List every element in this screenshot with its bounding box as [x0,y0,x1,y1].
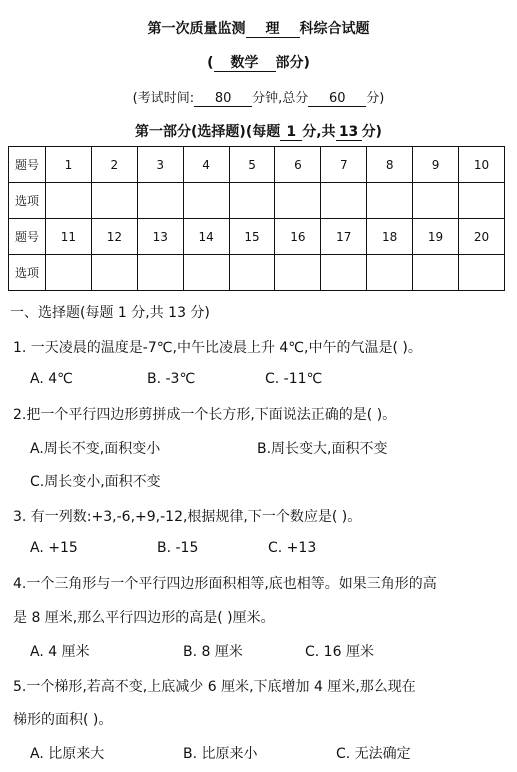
question-5-option-b[interactable]: B. 比原来小 [183,746,258,762]
score-label: 分钟,总分 [252,91,309,106]
question-number-row [9,219,505,255]
answer-cell[interactable] [275,183,321,219]
question-number-cell: 10 [459,147,505,183]
question-number-cell: 7 [321,147,367,183]
question-3-option-a[interactable]: A. +15 [30,540,78,556]
answer-cell[interactable] [46,183,92,219]
part-prefix: 第一部分(选择题)(每题 [135,124,281,140]
question-4-text: 4.一个三角形与一个平行四边形面积相等,底也相等。如果三角形的高 [13,576,437,592]
answer-cell[interactable] [321,255,367,291]
answer-cell[interactable] [367,255,413,291]
question-number-cell: 17 [321,219,367,255]
question-3-text: 3. 有一列数:+3,-6,+9,-12,根据规律,下一个数应是( )。 [13,509,362,525]
question-number-cell: 15 [229,219,275,255]
answer-cell[interactable] [413,183,459,219]
row-label: 选项 [9,255,46,291]
part-suffix: 分) [361,124,382,140]
exam-time-info [0,87,517,107]
question-number-cell: 14 [183,219,229,255]
question-number-row [9,147,505,183]
answer-cell[interactable] [137,255,183,291]
subtitle-subject-blank: 数学 [214,56,276,72]
question-number-cell: 9 [413,147,459,183]
question-number-cell: 19 [413,219,459,255]
question-number-cell: 4 [183,147,229,183]
question-number-cell: 11 [46,219,92,255]
answer-row [9,183,505,219]
answer-cell[interactable] [413,255,459,291]
question-2-option-c[interactable]: C.周长变小,面积不变 [30,474,161,490]
answer-cell[interactable] [229,255,275,291]
question-3-option-c[interactable]: C. +13 [268,540,317,556]
question-number-cell: 8 [367,147,413,183]
question-number-cell: 16 [275,219,321,255]
answer-cell[interactable] [183,255,229,291]
answer-cell[interactable] [459,255,505,291]
question-1-option-b[interactable]: B. -3℃ [147,371,196,387]
answer-cell[interactable] [229,183,275,219]
question-number-cell: 18 [367,219,413,255]
row-label: 选项 [9,183,46,219]
answer-cell[interactable] [183,183,229,219]
question-4-option-a[interactable]: A. 4 厘米 [30,644,90,660]
question-5-option-c[interactable]: C. 无法确定 [336,746,411,762]
answer-cell[interactable] [137,183,183,219]
question-5-option-a[interactable]: A. 比原来大 [30,746,105,762]
question-number-cell: 1 [46,147,92,183]
subtitle-open: ( [207,55,214,71]
total-score: 13 [336,125,362,141]
question-number-cell: 2 [91,147,137,183]
answer-cell[interactable] [459,183,505,219]
time-label: (考试时间: [132,91,195,106]
part-heading [0,121,517,141]
question-number-cell: 13 [137,219,183,255]
question-3-option-b[interactable]: B. -15 [157,540,199,556]
answer-cell[interactable] [91,183,137,219]
question-4-option-c[interactable]: C. 16 厘米 [305,644,374,660]
question-2-text: 2.把一个平行四边形剪拼成一个长方形,下面说法正确的是( )。 [13,407,397,423]
question-1-option-c[interactable]: C. -11℃ [265,371,323,387]
answer-row [9,255,505,291]
title-prefix: 第一次质量监测 [147,21,246,37]
question-number-cell: 5 [229,147,275,183]
question-5-text-line2: 梯形的面积( )。 [13,712,113,728]
question-1-option-a[interactable]: A. 4℃ [30,371,73,387]
per-question-score: 1 [280,125,302,141]
question-number-cell: 20 [459,219,505,255]
row-label: 题号 [9,147,46,183]
question-number-cell: 3 [137,147,183,183]
answer-cell[interactable] [321,183,367,219]
answer-cell[interactable] [91,255,137,291]
section-heading: 一、选择题(每题 1 分,共 13 分) [10,305,210,321]
question-number-cell: 12 [91,219,137,255]
question-2-option-a[interactable]: A.周长不变,面积变小 [30,441,161,457]
exam-subtitle [0,52,517,72]
exam-title [0,18,517,38]
title-subject-blank: 理 [246,22,300,38]
time-value: 80 [194,92,252,107]
part-middle: 分,共 [302,124,336,140]
question-1-text: 1. 一天凌晨的温度是-7℃,中午比凌晨上升 4℃,中午的气温是( )。 [13,340,422,356]
time-suffix: 分) [366,91,385,106]
subtitle-suffix: 部分) [275,55,310,71]
question-number-cell: 6 [275,147,321,183]
answer-cell[interactable] [46,255,92,291]
question-4-option-b[interactable]: B. 8 厘米 [183,644,243,660]
question-2-option-b[interactable]: B.周长变大,面积不变 [257,441,388,457]
question-5-text: 5.一个梯形,若高不变,上底减少 6 厘米,下底增加 4 厘米,那么现在 [13,679,416,695]
question-4-text-line2: 是 8 厘米,那么平行四边形的高是( )厘米。 [13,610,275,626]
title-suffix: 科综合试题 [299,21,370,37]
answer-cell[interactable] [367,183,413,219]
score-value: 60 [308,92,366,107]
row-label: 题号 [9,219,46,255]
answer-table [8,146,505,291]
answer-cell[interactable] [275,255,321,291]
